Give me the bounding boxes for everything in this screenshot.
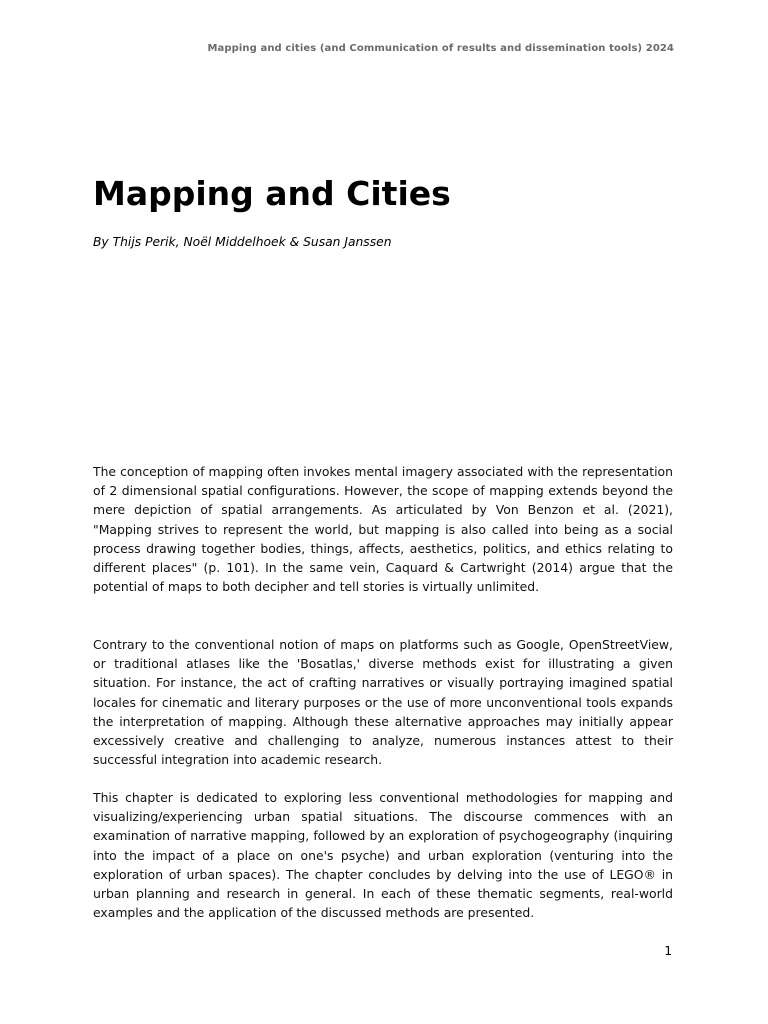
author-byline: By Thijs Perik, Noël Middelhoek & Susan Janssen: [93, 235, 392, 249]
body-paragraph-2: Contrary to the conventional notion of maps on platforms such as Google, OpenStreetView, or traditional atlases like the 'Bosatlas,' diverse methods exist for illustrating a given situation. For instance, the act of crafting narratives or visually portraying imagined spatial locales for cinematic and literary purposes or the use of more unconventional tools expands the interpretation of mapping. Although these alternative approaches may initially appear excessively creative and challenging to analyze, numerous instances attest to their successful integration into academic research.: [93, 637, 673, 768]
page-number: 1: [664, 944, 672, 958]
body-paragraph-1: The conception of mapping often invokes mental imagery associated with the representation of 2 dimensional spatial configurations. However, the scope of mapping extends beyond the mere depiction of spatial arrangements. As articulated by Von Benzon et al. (2021), "Mapping strives to represent the world, but mapping is also called into being as a social process drawing together bodies, things, affects, aesthetics, politics, and ethics relating to different places" (p. 101). In the same vein, Caquard & Cartwright (2014) argue that the potential of maps to both decipher and tell stories is virtually unlimited.: [93, 464, 673, 595]
document-title: Mapping and Cities: [93, 174, 451, 213]
body-paragraph-3: This chapter is dedicated to exploring less conventional methodologies for mapping and visualizing/experiencing urban spatial situations. The discourse commences with an examination of narrative mapping, followed by an exploration of psychogeography (inquiring into the impact of a place on one's psyche) and urban exploration (venturing into the exploration of urban spaces). The chapter concludes by delving into the use of LEGO® in urban planning and research in general. In each of these thematic segments, real-world examples and the application of the discussed methods are presented.: [93, 790, 673, 921]
running-header: Mapping and cities (and Communication of results and dissemination tools) 2024: [207, 43, 674, 54]
